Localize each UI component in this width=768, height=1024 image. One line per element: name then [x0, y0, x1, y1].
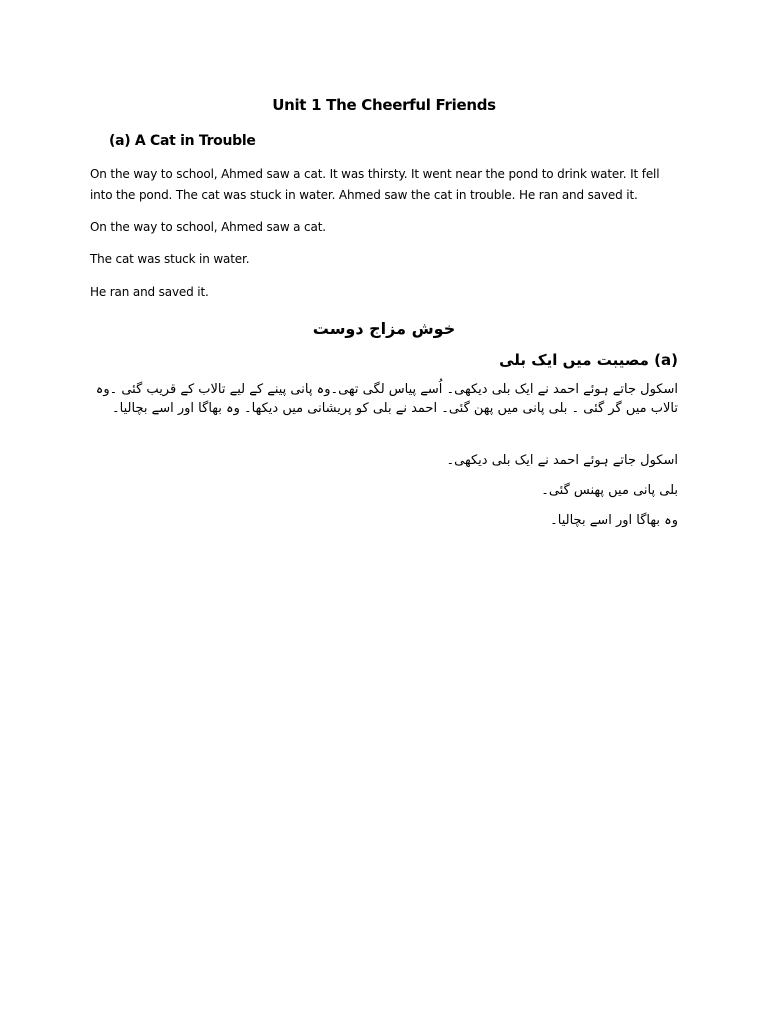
sentence-2: The cat was stuck in water.: [90, 252, 250, 266]
page-title: Unit 1 The Cheerful Friends: [272, 96, 496, 114]
sentence-3: He ran and saved it.: [90, 285, 209, 299]
sentence-1: On the way to school, Ahmed saw a cat.: [90, 220, 326, 234]
urdu-sentence-1: اسکول جاتے ہوئے احمد نے ایک بلی دیکھی۔: [446, 453, 678, 468]
section-heading: (a) A Cat in Trouble: [109, 133, 256, 149]
urdu-sentence-3: وہ بھاگا اور اسے بچالیا۔: [550, 513, 678, 528]
story-paragraph: On the way to school, Ahmed saw a cat. It was thirsty. It went near the pond to drink water. It fell into the pond. The cat was stuck in water. Ahmed saw the cat in trouble. He ran and saved it.: [90, 167, 660, 202]
urdu-story-paragraph: اسکول جاتے ہوئے احمد نے ایک بلی دیکھی۔ اُسے پیاس لگی تھی۔وہ پانی پینے کے لیے تالاب کے قریب گئی ۔وہ تالاب میں گر گئی ۔ بلی پانی میں پھن گئی۔ احمد نے بلی کو پریشانی میں دیکھا۔ وہ بھاگا اور اسے بچالیا۔: [95, 382, 678, 416]
urdu-title: خوش مزاج دوست: [312, 319, 456, 338]
urdu-section-heading: (a) مصیبت میں ایک بلی: [499, 351, 678, 369]
urdu-sentence-2: بلی پانی میں پھنس گئی۔: [541, 483, 678, 498]
